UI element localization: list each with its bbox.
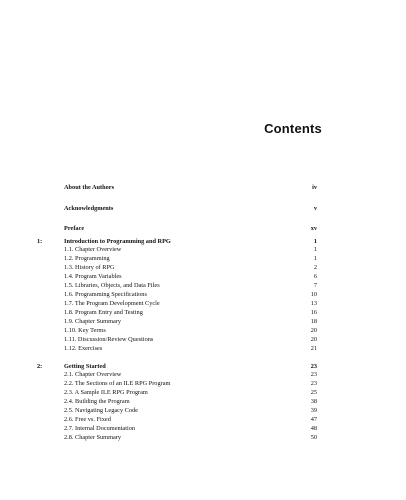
section-label: 1.1. Chapter Overview (64, 246, 122, 253)
section-label: 2.4. Building the Program (64, 398, 130, 405)
chapter-number: 2: (37, 363, 43, 370)
toc-section[interactable] (0, 254, 406, 263)
section-page: 13 (310, 300, 317, 307)
chapter-title: Getting Started (64, 363, 106, 370)
section-label: 1.8. Program Entry and Testing (64, 309, 143, 316)
section-page: 16 (310, 309, 317, 316)
toc-entry-label: About the Authors (64, 184, 115, 191)
section-page: 38 (310, 398, 317, 405)
toc-entry-page: iv (312, 184, 317, 191)
toc-section[interactable] (0, 290, 406, 299)
section-label: 2.5. Navigating Legacy Code (64, 407, 138, 414)
section-label: 2.1. Chapter Overview (64, 371, 122, 378)
section-page: 7 (313, 282, 317, 289)
section-page: 1 (313, 246, 317, 253)
toc-entry-page: v (313, 205, 317, 212)
section-page: 21 (310, 345, 317, 352)
section-label: 2.3. A Sample ILE RPG Program (64, 389, 148, 396)
section-label: 1.11. Discussion/Review Questions (64, 336, 154, 343)
section-page: 39 (310, 407, 317, 414)
section-label: 1.5. Libraries, Objects, and Data Files (64, 282, 160, 289)
section-page: 2 (313, 264, 317, 271)
chapter-number: 1: (37, 238, 43, 245)
section-label: 1.12. Exercises (64, 345, 103, 352)
section-label: 2.7. Internal Documentation (64, 425, 135, 432)
section-page: 18 (310, 318, 317, 325)
section-label: 1.2. Programming (64, 255, 110, 262)
toc-entry-label: Acknowledgments (64, 205, 114, 212)
section-page: 50 (310, 434, 317, 441)
section-page: 10 (310, 291, 317, 298)
section-page: 47 (310, 416, 317, 423)
section-page: 6 (313, 273, 317, 280)
chapter-page: 1 (313, 238, 317, 245)
toc-entry-about-the-authors[interactable] (0, 183, 406, 192)
toc-entry-acknowledgments[interactable] (0, 204, 406, 213)
toc-section[interactable] (0, 388, 406, 397)
section-label: 2.6. Free vs. Fixed (64, 416, 111, 423)
toc-section[interactable] (0, 299, 406, 308)
section-page: 20 (310, 327, 317, 334)
chapter-title: Introduction to Programming and RPG (64, 238, 171, 245)
toc-entry-preface[interactable] (0, 224, 406, 233)
toc-entry-page: xv (310, 225, 317, 232)
section-page: 23 (310, 371, 317, 378)
section-page: 25 (310, 389, 317, 396)
toc-section[interactable] (0, 424, 406, 433)
page-title: Contents (264, 121, 322, 136)
section-page: 48 (310, 425, 317, 432)
section-label: 2.8. Chapter Summary (64, 434, 122, 441)
section-label: 1.3. History of RPG (64, 264, 115, 271)
toc-section[interactable] (0, 281, 406, 290)
toc-section[interactable] (0, 245, 406, 254)
toc-section[interactable] (0, 379, 406, 388)
section-label: 1.10. Key Terms (64, 327, 106, 334)
toc-section[interactable] (0, 433, 406, 442)
toc-section[interactable] (0, 317, 406, 326)
toc-section[interactable] (0, 370, 406, 379)
toc-section[interactable] (0, 397, 406, 406)
section-page: 1 (313, 255, 317, 262)
chapter-page: 23 (310, 363, 317, 370)
section-page: 20 (310, 336, 317, 343)
section-page: 23 (310, 380, 317, 387)
toc-section[interactable] (0, 326, 406, 335)
section-label: 2.2. The Sections of an ILE RPG Program (64, 380, 171, 387)
toc-section[interactable] (0, 344, 406, 353)
toc-section[interactable] (0, 272, 406, 281)
toc-section[interactable] (0, 308, 406, 317)
section-label: 1.9. Chapter Summary (64, 318, 122, 325)
toc-section[interactable] (0, 335, 406, 344)
toc-section[interactable] (0, 263, 406, 272)
section-label: 1.6. Programming Specifications (64, 291, 147, 298)
toc-section[interactable] (0, 406, 406, 415)
section-label: 1.7. The Program Development Cycle (64, 300, 160, 307)
toc-entry-label: Preface (64, 225, 85, 232)
toc-section[interactable] (0, 415, 406, 424)
section-label: 1.4. Program Variables (64, 273, 122, 280)
